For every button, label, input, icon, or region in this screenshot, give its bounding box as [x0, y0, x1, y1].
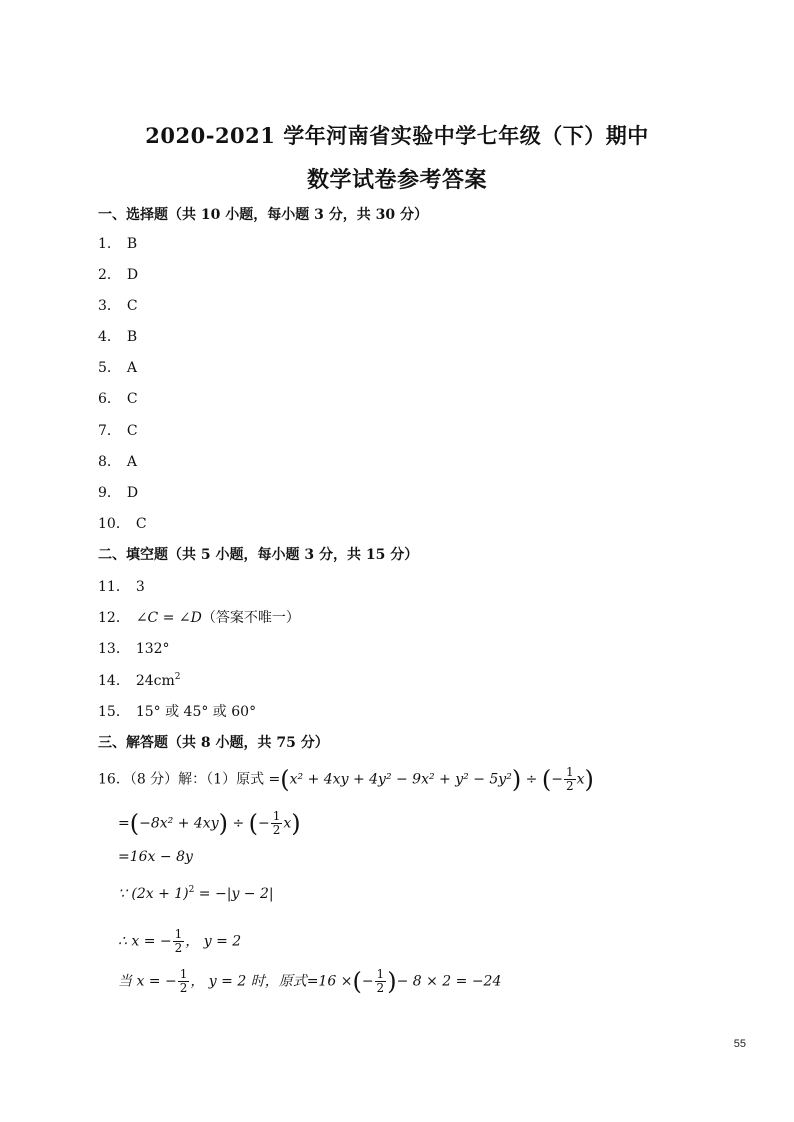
solution-16-line4: ∵ $(2x + 1)^2 = -|y - 2|$ [118, 885, 274, 902]
answer-item: 3． C [98, 298, 138, 314]
fraction-one-half: $\frac{1}{2}$ [565, 765, 574, 793]
solution-16-line6: 当 x = − $\frac{1}{2}$ ， y = 2 时，原式=16 ×(− $\frac{1}{2}$ )− 8 × 2 = −24 [118, 967, 502, 996]
section1-heading: 一、选择题（共 10 小题，每小题 3 分，共 30 分） [98, 207, 428, 223]
solution-16-line5: ∴ x = − $\frac{1}{2}$ ， y = 2 [118, 927, 242, 955]
answer-item-12: 12． ∠C = ∠D（答案不唯一） [98, 610, 300, 626]
answer-item-11: 11． 3 [98, 579, 145, 595]
answer-item: 2． D [98, 267, 139, 283]
page-number: 55 [733, 1038, 746, 1050]
section2-heading: 二、填空题（共 5 小题，每小题 3 分，共 15 分） [98, 547, 419, 563]
answer-item: 9． D [98, 485, 139, 501]
fraction-one-half: $\frac{1}{2}$ [376, 967, 385, 995]
document-title-line1: 2020-2021 学年河南省实验中学七年级（下）期中 [145, 123, 649, 148]
answer-item: 10． C [98, 516, 147, 532]
answer-item-13: 13． 132° [98, 641, 170, 657]
answer-item: 1． B [98, 236, 138, 252]
document-title-line2: 数学试卷参考答案 [306, 167, 487, 193]
solution-16-line2: =(−8x² + 4xy) ÷ (− $\frac{1}{2}$ x) [118, 809, 301, 838]
section3-heading: 三、解答题（共 8 小题，共 75 分） [98, 735, 329, 751]
fraction-one-half: $\frac{1}{2}$ [272, 809, 281, 837]
solution-16-line1: 16．（8 分）解：（1）原式 =(x² + 4xy + 4y² − 9x² + y² − 5y²) ÷ (− $\frac{1}{2}$ x) [98, 765, 594, 794]
solution-16-line3: =16x − 8y [118, 849, 193, 865]
answer-item: 5． A [98, 360, 138, 376]
answer-item: 6． C [98, 391, 138, 407]
answer-item: 4． B [98, 329, 138, 345]
fraction-one-half: $\frac{1}{2}$ [174, 927, 183, 955]
answer-item-15: 15． 15° 或 45° 或 60° [98, 704, 257, 720]
answer-item: 8． A [98, 454, 138, 470]
answer-item-14: 14． $24cm^2$ [98, 672, 181, 689]
fraction-one-half: $\frac{1}{2}$ [179, 967, 188, 995]
answer-item: 7． C [98, 423, 138, 439]
